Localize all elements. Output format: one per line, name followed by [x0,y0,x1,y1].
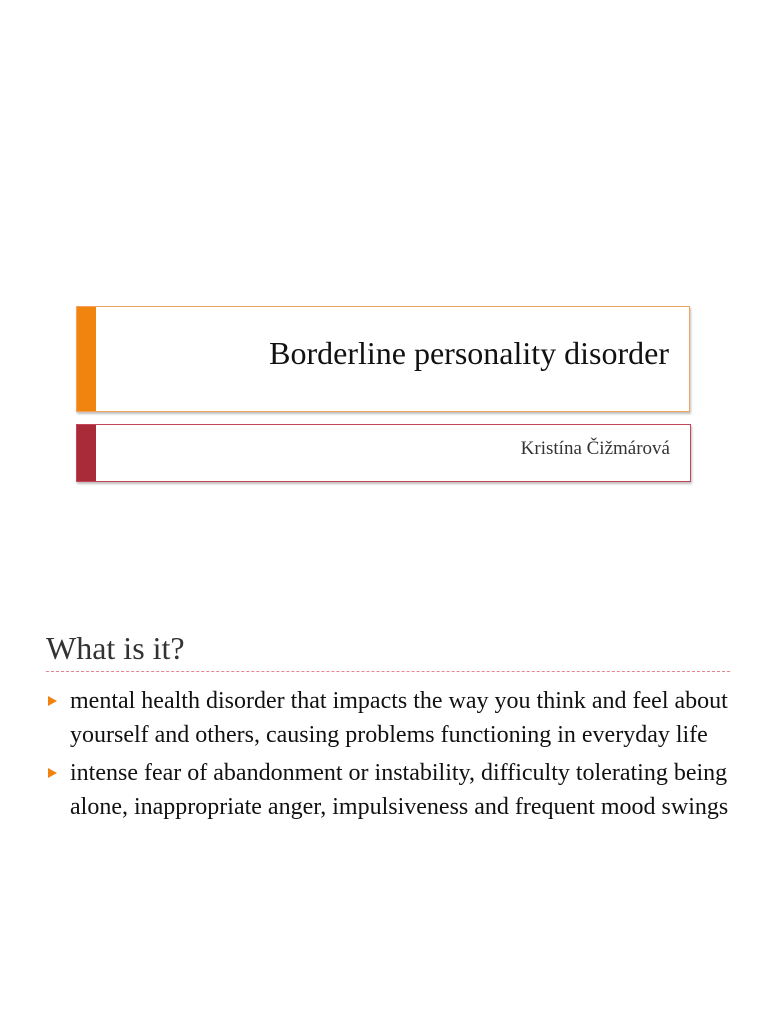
bullet-list [46,684,730,828]
author-name: Kristína Čižmárová [520,438,670,459]
bullet-text: intense fear of abandonment or instability, difficulty tolerating being alone, inappropriate anger, impulsiveness and frequent mood swings [70,760,729,820]
list-item [46,756,730,824]
content-slide [0,600,768,1024]
arrow-bullet-icon [48,768,57,778]
bullet-text: mental health disorder that impacts the way you think and feel about yourself and others, causing problems functioning in everyday life [70,688,728,748]
subtitle-box [76,424,691,482]
title-box [76,306,690,412]
slide-title: Borderline personality disorder [269,335,669,371]
title-accent-bar [77,307,96,411]
arrow-bullet-icon [48,696,57,706]
slide-heading: What is it? [46,630,185,666]
heading-divider [46,671,730,672]
list-item [46,684,730,752]
subtitle-accent-bar [77,425,96,481]
